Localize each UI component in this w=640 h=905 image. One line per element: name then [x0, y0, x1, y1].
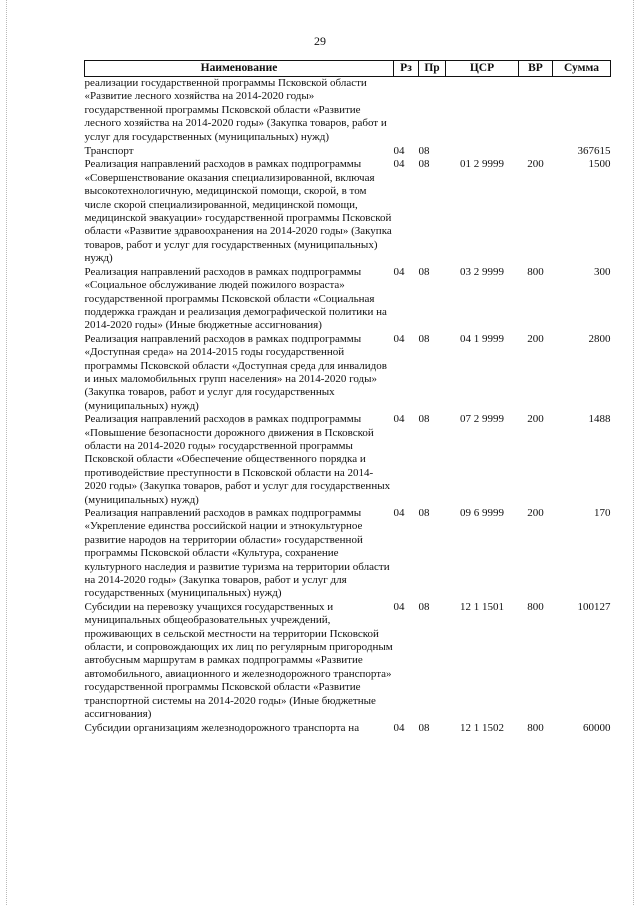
row-vr: 200 — [527, 158, 544, 171]
header-name: Наименование — [85, 61, 394, 77]
row-rz: 04 — [393, 600, 405, 613]
row-vr — [519, 144, 553, 158]
row-pr: 08 — [418, 600, 430, 613]
row-vr: 800 — [527, 721, 544, 734]
row-vr: 800 — [527, 265, 544, 278]
row-name: Реализация направлений расходов в рамках подпрограммы «Укрепление единства российской нации и этнокультурное развитие народов на территории области» государственной программы Псковской области «Культура, сохранение культурного наследия и развитие туризма на территории области на 2014-2020 годы» (Закупка товаров, работ и услуг для государственных (муниципальных) нужд) — [84, 507, 390, 600]
row-csr: 09 6 9999 — [460, 507, 504, 519]
row-vr: 200 — [527, 332, 544, 345]
row-csr — [446, 144, 519, 158]
row-csr: 04 1 9999 — [460, 332, 504, 345]
header-rz: Рз — [394, 61, 419, 77]
row-rz — [394, 77, 419, 145]
table-row — [85, 333, 611, 413]
row-pr — [419, 77, 446, 145]
table-row — [85, 413, 611, 507]
row-pr: 08 — [418, 145, 430, 158]
row-sum: 300 — [594, 265, 611, 278]
table-row — [85, 266, 611, 333]
row-rz: 04 — [393, 145, 405, 158]
table-row — [85, 507, 611, 601]
row-pr: 08 — [418, 265, 430, 278]
row-csr: 12 1 1501 — [460, 600, 504, 613]
row-name: Реализация направлений расходов в рамках подпрограммы «Совершенствование оказания специализированной, включая высокотехнологичную, медицинской помощи, скорой, в том числе скорой специализированной, медицинской помощи, медицинской эвакуации» государственной программы Псковской области «Развитие здравоохранения на 2014-2020 годы» (Закупка товаров, работ и услуг для государственных (муниципальных) нужд) — [84, 158, 392, 265]
row-pr: 08 — [418, 507, 430, 519]
row-vr — [519, 77, 553, 145]
row-name: реализации государственной программы Псковской области «Развитие лесного хозяйства на 2014-2020 годы» государственной программы Псковской области «Развитие лесного хозяйства на 2014-2020 годы» (Закупка товаров, работ и услуг для государственных (муниципальных) нужд) — [84, 77, 387, 143]
row-name: Транспорт — [84, 145, 134, 158]
row-rz: 04 — [393, 265, 405, 278]
row-sum: 100127 — [577, 600, 611, 613]
table-row — [85, 722, 611, 735]
row-sum: 170 — [594, 507, 611, 519]
header-sum: Сумма — [553, 61, 611, 77]
row-name: Реализация направлений расходов в рамках подпрограммы «Социальное обслуживание людей пожилого возраста» государственной программы Псковской области «Социальная поддержка граждан и реализация демографической политики на 2014-2020 годы» (Иные бюджетные ассигнования) — [84, 265, 387, 332]
row-rz: 04 — [393, 332, 405, 345]
row-rz: 04 — [393, 158, 405, 171]
row-csr: 03 2 9999 — [460, 265, 504, 278]
row-sum: 2800 — [588, 332, 611, 345]
header-csr: ЦСР — [446, 61, 519, 77]
row-vr: 800 — [527, 600, 544, 613]
row-csr: 12 1 1502 — [460, 721, 504, 734]
row-sum — [553, 77, 611, 145]
header-pr: Пр — [419, 61, 446, 77]
table-row — [85, 158, 611, 265]
row-pr: 08 — [418, 332, 430, 345]
row-csr: 07 2 9999 — [460, 413, 504, 426]
row-rz: 04 — [393, 721, 405, 734]
scan-edge-left — [6, 0, 7, 905]
row-pr: 08 — [418, 721, 430, 734]
row-sum: 367615 — [577, 145, 611, 158]
table-row — [85, 77, 611, 145]
table-row — [85, 144, 611, 158]
row-rz: 04 — [393, 413, 405, 426]
row-name: Реализация направлений расходов в рамках подпрограммы «Доступная среда» на 2014-2015 годы государственной программы Псковской области «Доступная среда для инвалидов и иных маломобильных групп населения» на 2014-2020 годы» (Закупка товаров, работ и услуг для государственных (муниципальных) нужд) — [84, 332, 387, 412]
table-header-row — [85, 61, 611, 77]
table-row — [85, 601, 611, 722]
header-vr: ВР — [519, 61, 553, 77]
row-pr: 08 — [418, 158, 430, 171]
budget-table — [84, 60, 611, 735]
page-number: 29 — [314, 34, 326, 48]
row-sum: 1500 — [588, 158, 611, 171]
row-pr: 08 — [418, 413, 430, 426]
scan-edge-right — [633, 0, 634, 905]
row-name: Субсидии организациям железнодорожного транспорта на — [84, 721, 360, 734]
row-csr — [446, 77, 519, 145]
row-name: Реализация направлений расходов в рамках подпрограммы «Повышение безопасности дорожного движения в Псковской области на 2014-2020 годы» государственной программы Псковской области «Обеспечение общественного порядка и противодействие преступности в Псковской области на 2014-2020 годы» (Закупка товаров, работ и услуг для государственных (муниципальных) нужд) — [84, 413, 391, 506]
row-vr: 200 — [527, 413, 544, 426]
row-vr: 200 — [527, 507, 544, 519]
row-name: Субсидии на перевозку учащихся государственных и муниципальных общеобразовательных учреждений, проживающих в сельской местности на территории Псковской области, и сопровождающих их лиц по регулярным пригородным автобусным маршрутам в рамках подпрограммы «Развитие автомобильного, авиационного и железнодорожного транспорта» государственной программы Псковской области «Развитие транспортной системы на 2014-2020 годы» (Иные бюджетные ассигнования) — [84, 600, 393, 721]
row-csr: 01 2 9999 — [460, 158, 504, 171]
row-sum: 60000 — [583, 721, 611, 734]
row-sum: 1488 — [588, 413, 611, 426]
row-rz: 04 — [393, 507, 405, 519]
